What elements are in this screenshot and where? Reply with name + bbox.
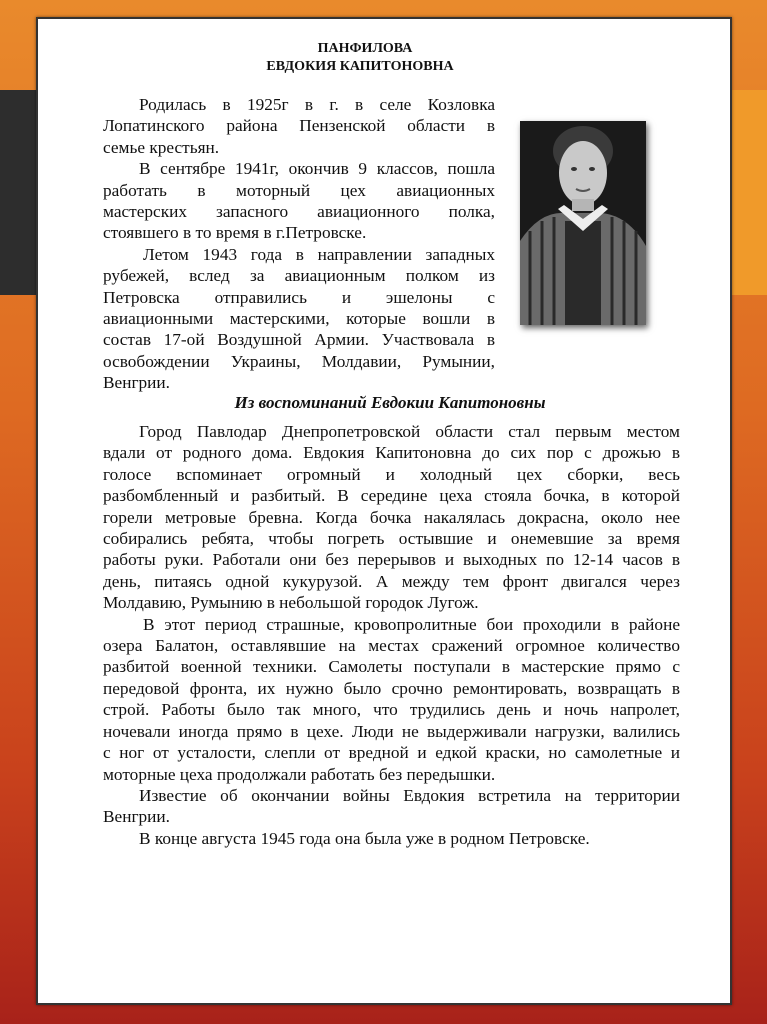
- memoir-text: [103, 421, 680, 849]
- text-line: Летом 1943 года в направлении западных: [143, 244, 495, 264]
- text-line: В этот период страшные, кровопролитные бои проходили в районе: [143, 614, 680, 634]
- text-line: рубежей, вслед за авиационным полком из: [103, 266, 495, 286]
- text-line: В конце августа 1945 года она была уже в родном Петровске.: [139, 828, 590, 848]
- text-line: Молдавию, Румынию в небольшой городок Лугож.: [103, 593, 479, 613]
- text-line: вдали от родного дома. Евдокия Капитоновна до сих пор с дрожью в: [103, 443, 680, 463]
- text-line: голосе вспоминает огромный и холодный цех сборки, весь: [103, 464, 680, 484]
- text-line: Лопатинского района Пензенской области в: [103, 116, 495, 136]
- biography-text: [103, 94, 495, 394]
- decor-band-right: [728, 90, 767, 295]
- text-line: моторные цеха продолжали работать без передышки.: [103, 764, 496, 784]
- text-line: Венгрии.: [103, 807, 170, 827]
- text-line: освобождении Украины, Молдавии, Румынии,: [103, 351, 495, 371]
- text-line: семье крестьян.: [103, 137, 220, 157]
- title-surname: ПАНФИЛОВА: [317, 41, 413, 56]
- text-line: день, питаясь одной кукурузой. А между тем фронт двигался через: [103, 571, 680, 591]
- text-line: горели метровые бревна. Когда бочка накалялась докрасна, около нее: [103, 507, 680, 527]
- text-line: ночевали иногда прямо в цехе. Люди не выдерживали нагрузки, валились: [103, 721, 680, 741]
- decor-band-left: [0, 90, 40, 295]
- text-line: авиационными мастерскими, которые вошли в: [103, 309, 495, 329]
- title-name: ЕВДОКИЯ КАПИТОНОВНА: [266, 59, 454, 74]
- text-line: разбитой военной техники. Самолеты поступали в мастерские прямо с: [103, 657, 680, 677]
- text-line: В сентябре 1941г, окончив 9 классов, пошла: [139, 159, 495, 179]
- text-line: Город Павлодар Днепропетровской области стал первым местом: [139, 422, 680, 441]
- memoir-heading: Из воспоминаний Евдокии Капитоновны: [234, 393, 546, 412]
- text-line: строй. Работы было так много, что трудились день и ночь напролет,: [103, 700, 680, 720]
- text-line: собирались ребята, чтобы погреть остывшие и онемевшие за время: [103, 529, 680, 549]
- text-line: Известие об окончании войны Евдокия встретила на территории: [139, 785, 680, 805]
- text-line: Петровска отправились и эшелоны с: [103, 287, 495, 307]
- text-line: работы руки. Работали они без перерывов и выходных по 12-14 часов в: [103, 550, 680, 570]
- text-line: мастерских запасного авиационного полка,: [103, 202, 495, 222]
- text-line: передовой фронта, их нужно было срочно ремонтировать, возвращать в: [103, 678, 680, 698]
- text-line: Венгрии.: [103, 373, 170, 393]
- text-line: разбомбленный и разбитый. В середине цеха стояла бочка, в которой: [103, 486, 680, 506]
- text-line: с ног от усталости, слепли от вредной и едкой краски, но самолетные и: [103, 743, 680, 763]
- text-line: стоявшего в то время в г.Петровске.: [103, 223, 367, 243]
- text-line: работать в моторный цех авиационных: [103, 180, 495, 200]
- text-line: состав 17-ой Воздушной Армии. Участвовала в: [103, 330, 495, 350]
- portrait-photo: [520, 121, 646, 325]
- text-line: озера Балатон, оставлявшие на местах сражений огромное количество: [103, 636, 680, 656]
- text-line: Родилась в 1925г в г. в селе Козловка: [139, 95, 495, 114]
